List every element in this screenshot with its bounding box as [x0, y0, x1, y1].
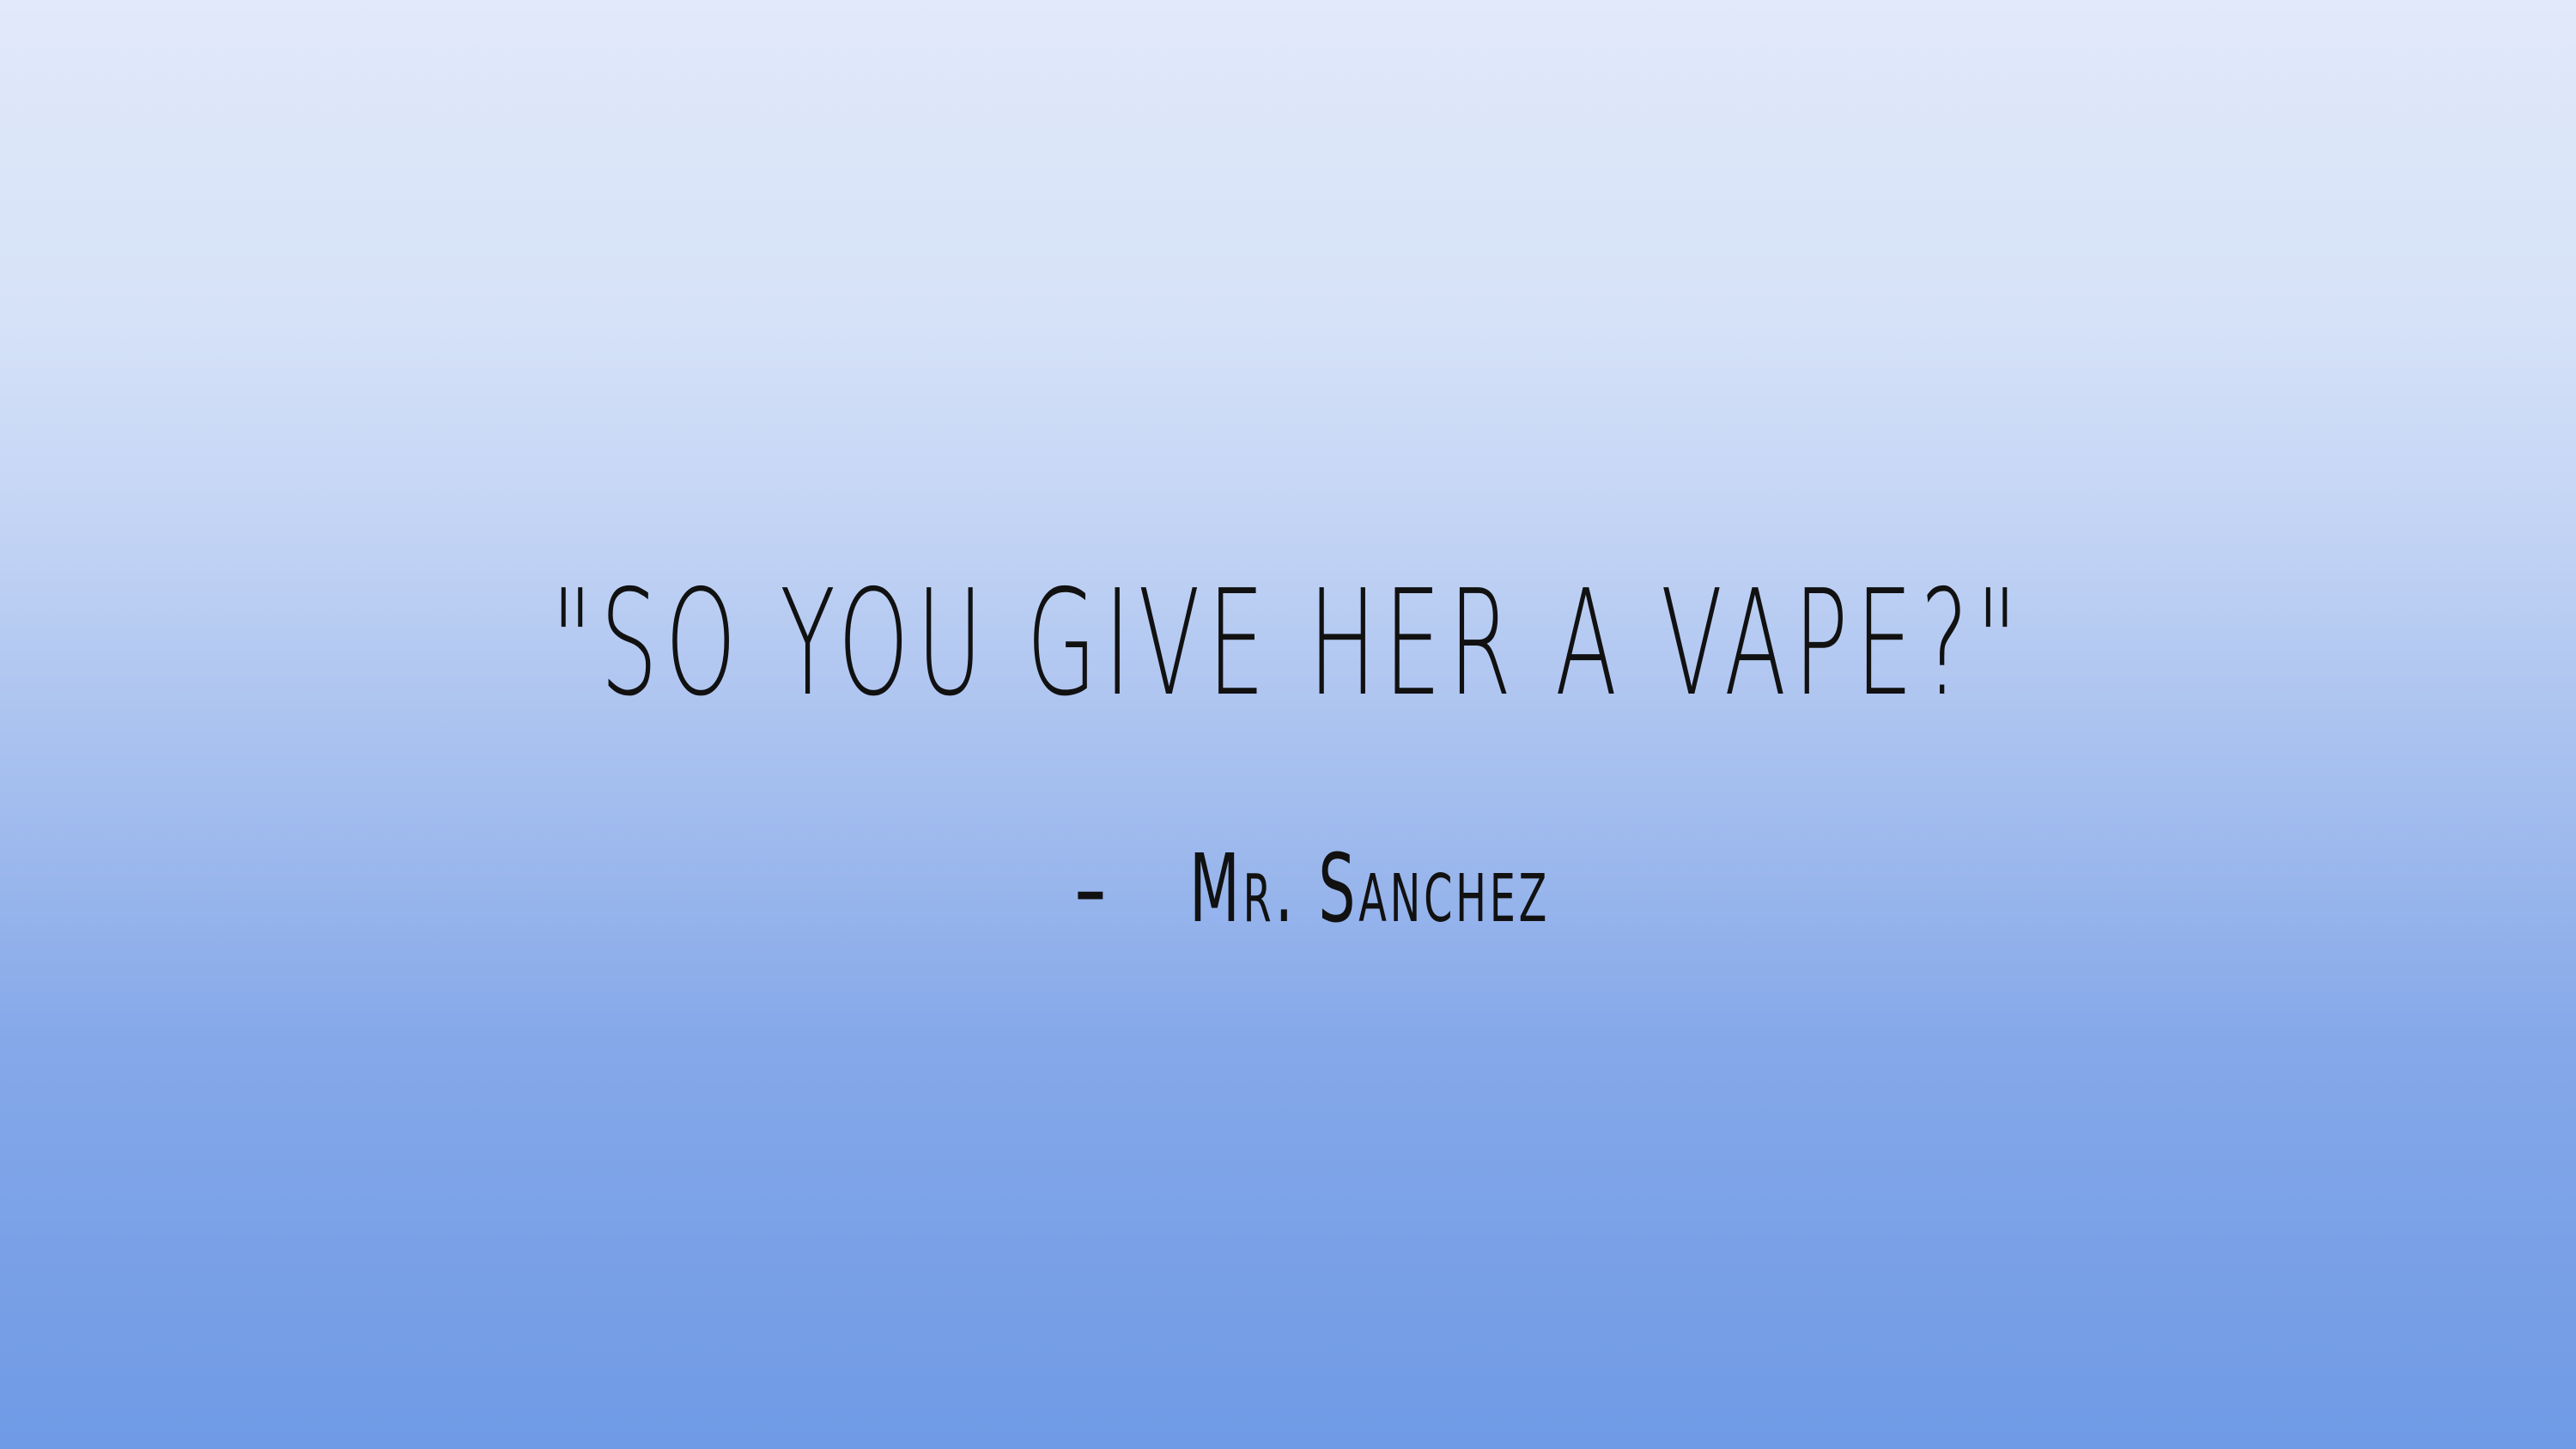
- attribution-name: Mr. Sanchez: [1189, 834, 1551, 943]
- attribution: [0, 833, 2576, 944]
- quote-text: "SO YOU GIVE HER A VAPE?": [550, 559, 2026, 729]
- attribution-dash: -: [1073, 834, 1108, 943]
